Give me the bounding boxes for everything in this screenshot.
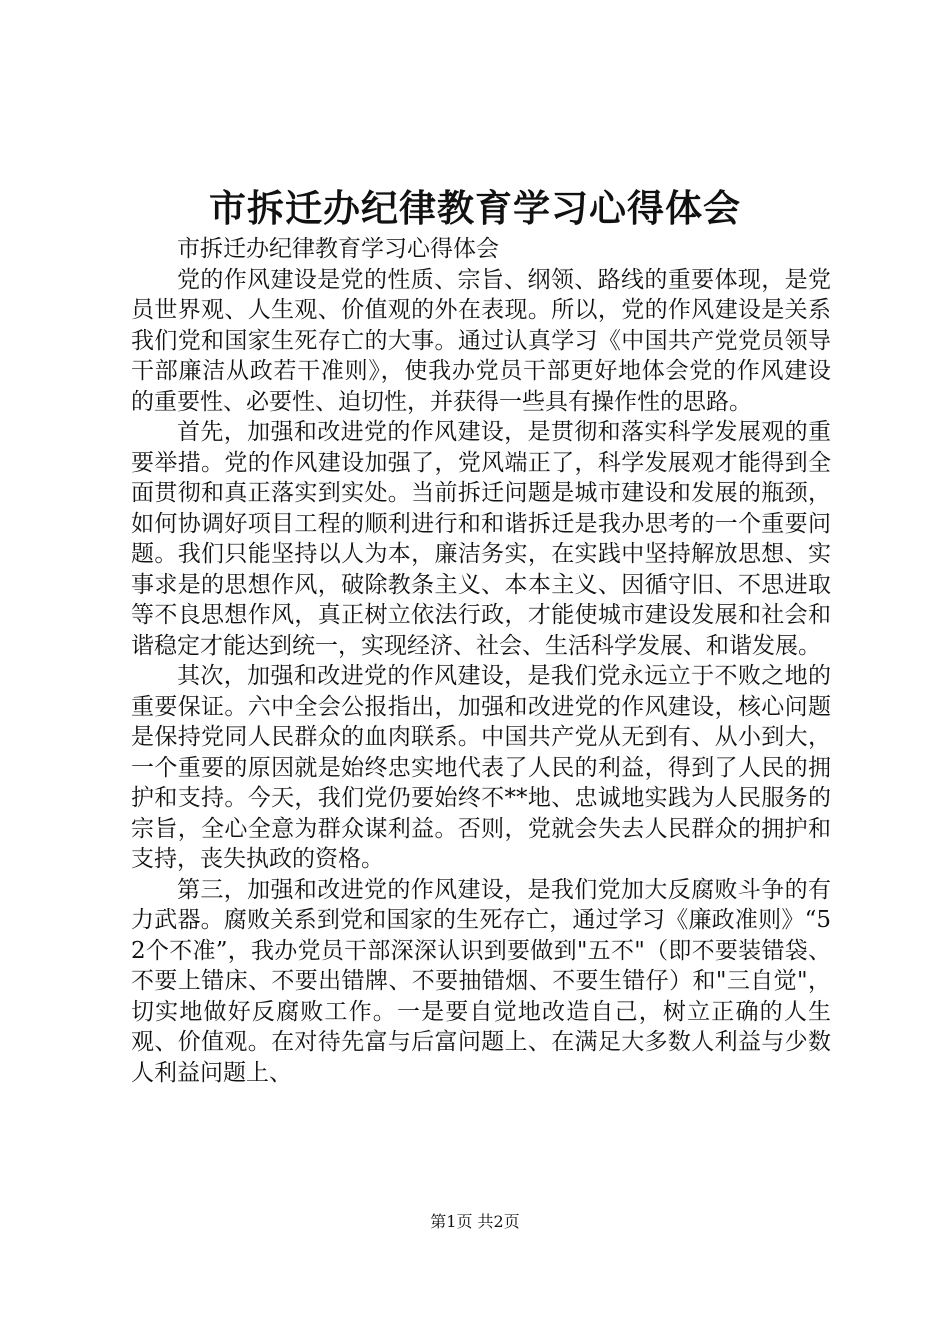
body-paragraph: 首先，加强和改进党的作风建设，是贯彻和落实科学发展观的重要举措。党的作风建设加强了，党风端正了，科学发展观才能得到全面贯彻和真正落实到实处。当前拆迁问题是城市建设和发展的瓶颈，如何协调好项目工程的顺利进行和和谐拆迁是我办思考的一个重要问题。我们只能坚持以人为本，廉洁务实，在实践中坚持解放思想、实事求是的思想作风，破除教条主义、本本主义、因循守旧、不思进取等不良思想作风，真正树立依法行政，才能使城市建设发展和社会和谐稳定才能达到统一，实现经济、社会、生活科学发展、和谐发展。 — [131, 419, 831, 659]
document-body — [131, 234, 831, 1088]
page-title: 市拆迁办纪律教育学习心得体会 — [209, 186, 741, 230]
subtitle-paragraph: 市拆迁办纪律教育学习心得体会 — [177, 236, 499, 262]
body-paragraph: 党的作风建设是党的性质、宗旨、纲领、路线的重要体现，是党员世界观、人生观、价值观的外在表现。所以，党的作风建设是关系我们党和国家生死存亡的大事。通过认真学习《中国共产党党员领导干部廉洁从政若干准则》，使我办党员干部更好地体会党的作风建设的重要性、必要性、迫切性，并获得一些具有操作性的思路。 — [131, 266, 831, 415]
page-footer: 第1页 共2页 — [430, 1212, 520, 1231]
body-paragraph: 第三，加强和改进党的作风建设，是我们党加大反腐败斗争的有力武器。腐败关系到党和国家的生死存亡，通过学习《廉政准则》“52个不准”，我办党员干部深深认识到要做到"五不"（即不要装错袋、不要上错床、不要出错牌、不要抽错烟、不要生错仔）和"三自觉"，切实地做好反腐败工作。一是要自觉地改造自己，树立正确的人生观、价值观。在对待先富与后富问题上、在满足大多数人利益与少数人利益问题上、 — [131, 876, 831, 1086]
body-paragraph: 其次，加强和改进党的作风建设，是我们党永远立于不败之地的重要保证。六中全会公报指出，加强和改进党的作风建设，核心问题是保持党同人民群众的血肉联系。中国共产党从无到有、从小到大，一个重要的原因就是始终忠实地代表了人民的利益，得到了人民的拥护和支持。今天，我们党仍要始终不**地、忠诚地实践为人民服务的宗旨，全心全意为群众谋利益。否则，党就会失去人民群众的拥护和支持，丧失执政的资格。 — [131, 663, 831, 872]
